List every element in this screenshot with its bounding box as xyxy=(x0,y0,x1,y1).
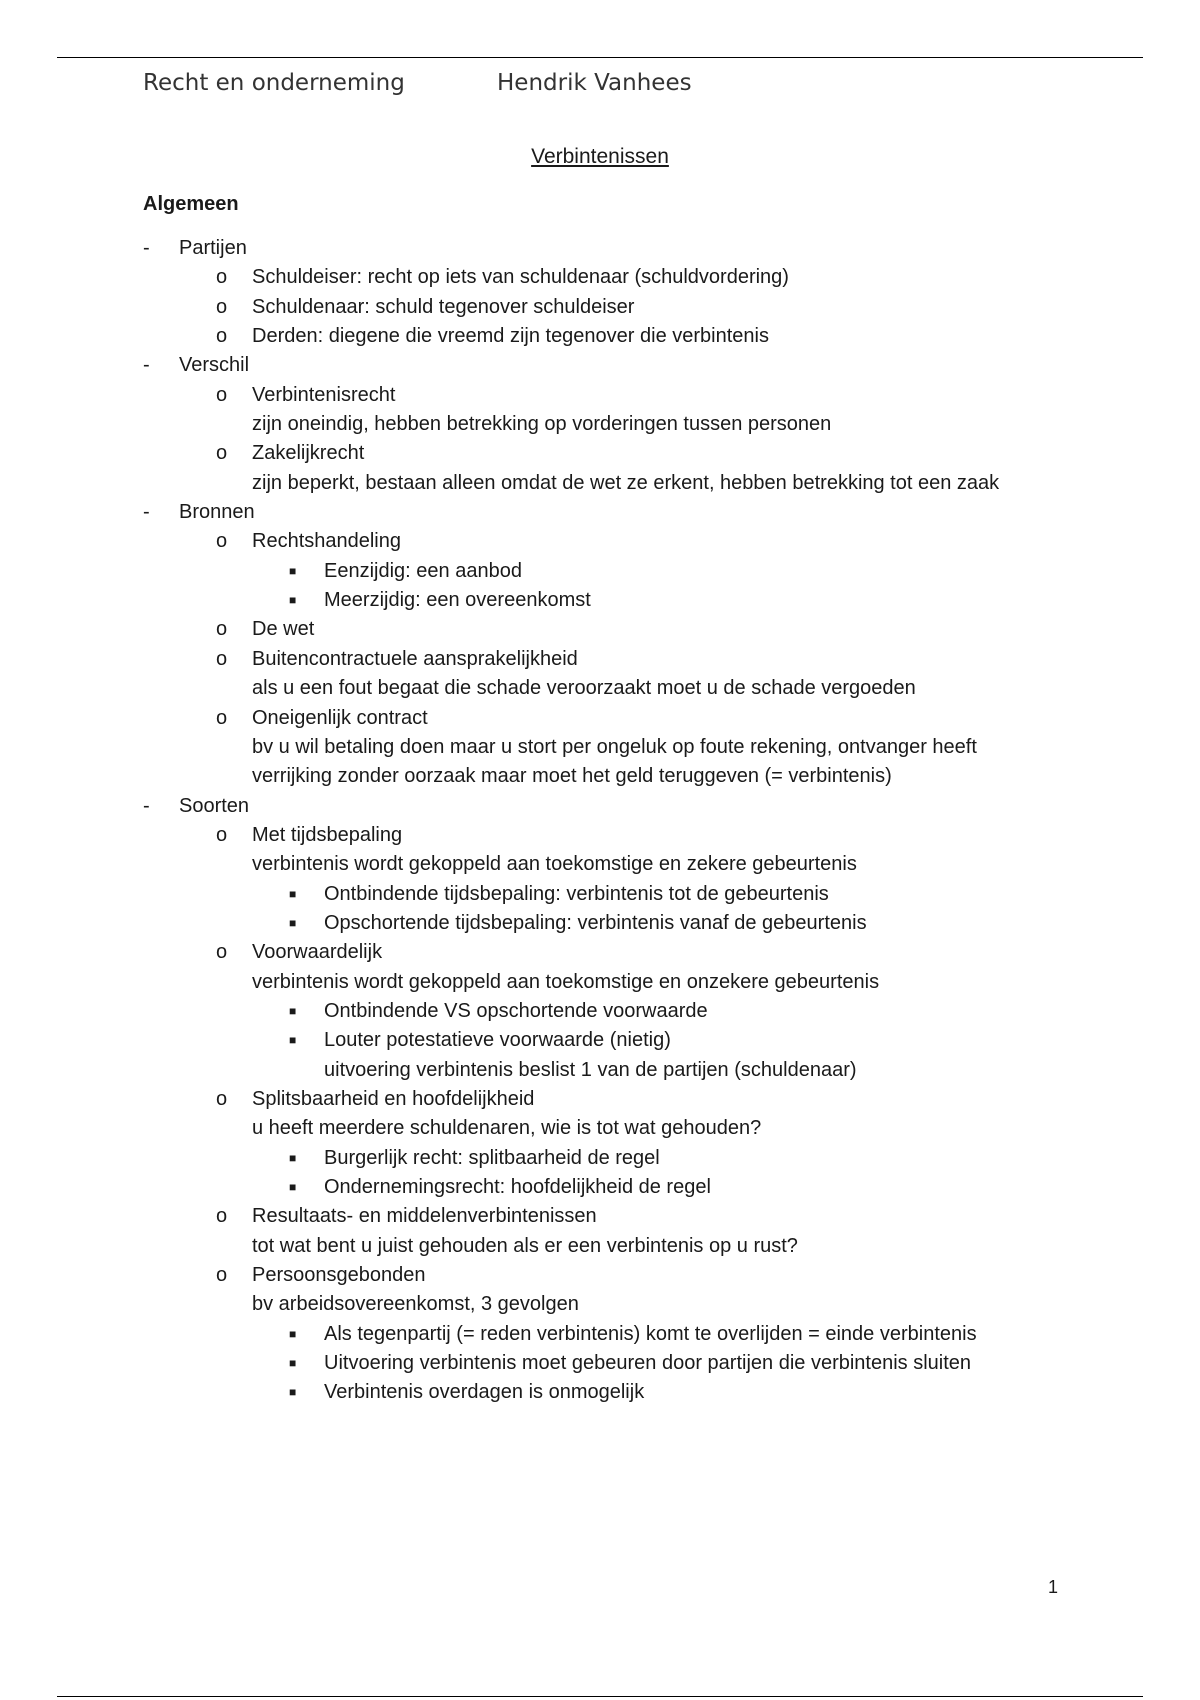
list-item: o De wet xyxy=(0,615,1200,644)
course-title: Recht en onderneming xyxy=(143,70,405,96)
circle-bullet: o xyxy=(216,383,228,406)
list-item: o Zakelijkrecht xyxy=(0,439,1200,468)
list-item: ■ Uitvoering verbintenis moet gebeuren door partijen die verbintenis sluiten xyxy=(0,1349,1200,1378)
section-heading: Algemeen xyxy=(143,193,239,215)
circle-bullet: o xyxy=(216,266,228,289)
list-item: - Verschil xyxy=(0,351,1200,380)
list-item: o Voorwaardelijk xyxy=(0,938,1200,967)
document-title: Verbintenissen xyxy=(531,145,669,168)
list-item-continuation: als u een fout begaat die schade veroorzaakt moet u de schade vergoeden xyxy=(252,677,916,700)
circle-bullet: o xyxy=(216,618,228,641)
list-item: ■ Ondernemingsrecht: hoofdelijkheid de regel xyxy=(0,1173,1200,1202)
list-item: ■ Eenzijdig: een aanbod xyxy=(0,557,1200,586)
circle-bullet: o xyxy=(216,706,228,729)
list-item: ■ Burgerlijk recht: splitbaarheid de regel xyxy=(0,1144,1200,1173)
square-bullet: ■ xyxy=(289,1003,297,1018)
list-item: o Oneigenlijk contract xyxy=(0,704,1200,733)
list-item: o Buitencontractuele aansprakelijkheid xyxy=(0,645,1200,674)
dash-bullet: - xyxy=(143,794,150,817)
list-item: o Rechtshandeling xyxy=(0,527,1200,556)
circle-bullet: o xyxy=(216,823,228,846)
list-item-continuation: verrijking zonder oorzaak maar moet het geld teruggeven (= verbintenis) xyxy=(252,765,892,788)
list-item: ■ Verbintenis overdagen is onmogelijk xyxy=(0,1378,1200,1407)
bottom-rule xyxy=(57,1696,1143,1697)
list-item: ■ Ontbindende VS opschortende voorwaarde xyxy=(0,997,1200,1026)
page-header xyxy=(143,70,692,96)
list-item: ■ Als tegenpartij (= reden verbintenis) komt te overlijden = einde verbintenis xyxy=(0,1320,1200,1349)
list-item: ■ Meerzijdig: een overeenkomst xyxy=(0,586,1200,615)
list-item-continuation: verbintenis wordt gekoppeld aan toekomstige en onzekere gebeurtenis xyxy=(252,970,880,993)
square-bullet: ■ xyxy=(289,563,297,578)
circle-bullet: o xyxy=(216,941,228,964)
square-bullet: ■ xyxy=(289,593,297,608)
list-item-continuation: bv u wil betaling doen maar u stort per ongeluk op foute rekening, ontvanger heeft xyxy=(252,735,977,758)
circle-bullet: o xyxy=(216,647,228,670)
list-item: o Schuldenaar: schuld tegenover schuldeiser xyxy=(0,293,1200,322)
square-bullet: ■ xyxy=(289,1385,297,1400)
square-bullet: ■ xyxy=(289,886,297,901)
list-item: ■ Opschortende tijdsbepaling: verbintenis vanaf de gebeurtenis xyxy=(0,909,1200,938)
circle-bullet: o xyxy=(216,1087,228,1110)
list-item: o Met tijdsbepaling xyxy=(0,821,1200,850)
list-item: - Soorten xyxy=(0,792,1200,821)
list-item: ■ Louter potestatieve voorwaarde (nietig) xyxy=(0,1026,1200,1055)
circle-bullet: o xyxy=(216,295,228,318)
list-item-continuation: tot wat bent u juist gehouden als er een verbintenis op u rust? xyxy=(252,1234,798,1257)
list-item: o Verbintenisrecht xyxy=(0,381,1200,410)
dash-bullet: - xyxy=(143,501,150,524)
list-item-continuation: uitvoering verbintenis beslist 1 van de partijen (schuldenaar) xyxy=(324,1058,857,1081)
document-body xyxy=(0,234,1200,1408)
top-rule xyxy=(57,57,1143,58)
circle-bullet: o xyxy=(216,1264,228,1287)
circle-bullet: o xyxy=(216,325,228,348)
square-bullet: ■ xyxy=(289,1356,297,1371)
square-bullet: ■ xyxy=(289,1326,297,1341)
page-number: 1 xyxy=(1048,1577,1059,1597)
list-item: o Resultaats- en middelenverbintenissen xyxy=(0,1202,1200,1231)
list-item: - Partijen xyxy=(0,234,1200,263)
list-item: o Derden: diegene die vreemd zijn tegenover die verbintenis xyxy=(0,322,1200,351)
circle-bullet: o xyxy=(216,1205,228,1228)
list-item: o Schuldeiser: recht op iets van schuldenaar (schuldvordering) xyxy=(0,263,1200,292)
list-item: - Bronnen xyxy=(0,498,1200,527)
list-item: ■ Ontbindende tijdsbepaling: verbintenis tot de gebeurtenis xyxy=(0,880,1200,909)
list-item-continuation: bv arbeidsovereenkomst, 3 gevolgen xyxy=(252,1293,579,1316)
list-item: o Persoonsgebonden xyxy=(0,1261,1200,1290)
author-name: Hendrik Vanhees xyxy=(497,70,692,96)
dash-bullet: - xyxy=(143,237,150,259)
list-item-continuation: zijn oneindig, hebben betrekking op vorderingen tussen personen xyxy=(252,413,832,436)
list-item-continuation: verbintenis wordt gekoppeld aan toekomstige en zekere gebeurtenis xyxy=(252,853,857,876)
circle-bullet: o xyxy=(216,442,228,465)
square-bullet: ■ xyxy=(289,1150,297,1165)
list-item-continuation: u heeft meerdere schuldenaren, wie is tot wat gehouden? xyxy=(252,1117,762,1140)
dash-bullet: - xyxy=(143,354,150,377)
list-item-continuation: zijn beperkt, bestaan alleen omdat de wet ze erkent, hebben betrekking tot een zaak xyxy=(252,471,1000,494)
list-item: o Splitsbaarheid en hoofdelijkheid xyxy=(0,1085,1200,1114)
square-bullet: ■ xyxy=(289,915,297,930)
circle-bullet: o xyxy=(216,530,228,553)
square-bullet: ■ xyxy=(289,1180,297,1194)
square-bullet: ■ xyxy=(289,1033,297,1048)
